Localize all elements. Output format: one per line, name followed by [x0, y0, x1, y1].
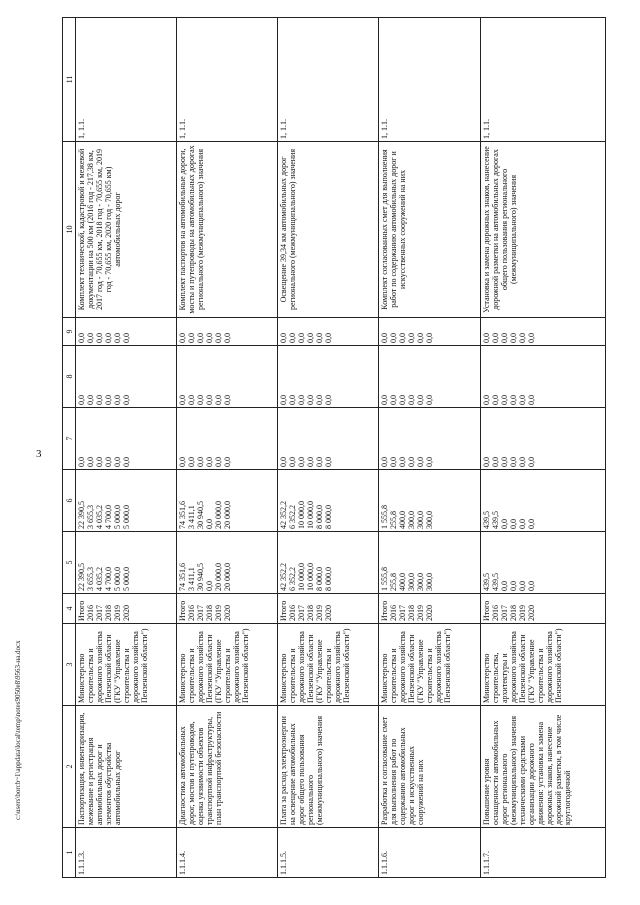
row-local-budget-value: 0,0	[104, 395, 113, 405]
row-total-funding-value: 0,0	[517, 581, 527, 591]
row-total-funding-value: 4 700,0	[104, 567, 113, 591]
header-cell: 9	[63, 318, 76, 346]
row-total-funding-value: 3 411,1	[187, 567, 197, 591]
row-local-budget-value: 0,0	[315, 395, 325, 405]
row-local-budget-value: 0,0	[517, 395, 527, 405]
row-years-value: 2018	[508, 605, 518, 621]
row-total-funding-value: 0,0	[499, 581, 509, 591]
row-years-value: Итого	[380, 600, 390, 621]
row-expected-result: Комплект технической, кадастровой и межевой документации на 500 км (2016 год - 217,38 км, 2017 год - 70,655 км, 2018 год - 70,655 км, 2019 год - 70,655 км, 2020 год - 70,655 км) автомобильных дорог	[76, 142, 177, 318]
row-local-budget	[480, 346, 605, 408]
row-local-budget	[76, 346, 177, 408]
header-cell: 10	[63, 142, 76, 318]
row-total-funding-value: 30 940,5	[196, 563, 206, 591]
header-cell: 3	[63, 624, 76, 706]
row-other-sources-value: 0,0	[481, 333, 491, 343]
row-federal-budget	[480, 408, 605, 470]
row-local-budget-value: 0,0	[77, 395, 86, 405]
row-other-sources-value: 0,0	[398, 333, 408, 343]
row-local-budget-value: 0,0	[481, 395, 491, 405]
row-regional-budget-value: 4 700,0	[104, 505, 113, 529]
row-local-budget-value: 0,0	[288, 395, 298, 405]
row-local-budget-value: 0,0	[490, 395, 500, 405]
row-regional-budget-value: 10 000,0	[306, 501, 316, 529]
header-cell: 1	[63, 828, 76, 878]
row-years-value: 2020	[122, 605, 131, 621]
row-other-sources-value: 0,0	[526, 333, 536, 343]
row-federal-budget	[278, 408, 379, 470]
page-number: 3	[36, 448, 42, 460]
row-federal-budget-value: 0,0	[517, 457, 527, 467]
row-local-budget-value: 0,0	[122, 395, 131, 405]
header-cell: 5	[63, 532, 76, 594]
row-federal-budget-value: 0,0	[113, 457, 122, 467]
row-regional-budget-value: 3 655,3	[86, 505, 95, 529]
row-years-value: 2018	[306, 605, 316, 621]
row-measure-name: Разработка и согласование смет для выполнения работ по содержанию автомобильных дорог и искусственных сооружений на них	[379, 706, 480, 828]
row-federal-budget-value: 0,0	[315, 457, 325, 467]
row-years-value: 2019	[113, 605, 122, 621]
row-years-value: 2016	[490, 605, 500, 621]
row-regional-budget-value: 0,0	[508, 519, 518, 529]
row-local-budget-value: 0,0	[86, 395, 95, 405]
row-local-budget-value: 0,0	[499, 395, 509, 405]
row-federal-budget-value: 0,0	[389, 457, 399, 467]
row-indicator-link: 1, 1.1.	[76, 18, 177, 142]
row-years-value: 2016	[86, 605, 95, 621]
row-years-value: 2017	[196, 605, 206, 621]
row-federal-budget-value: 0,0	[205, 457, 215, 467]
row-years-value: Итого	[481, 600, 491, 621]
header-cell: 4	[63, 594, 76, 624]
row-regional-budget-value: 255,8	[389, 511, 399, 529]
row-other-sources-value: 0,0	[122, 333, 131, 343]
row-federal-budget-value: 0,0	[490, 457, 500, 467]
row-local-budget-value: 0,0	[187, 395, 197, 405]
row-years-value: 2018	[205, 605, 215, 621]
row-regional-budget-value: 42 352,2	[279, 501, 289, 529]
row-local-budget-value: 0,0	[214, 395, 224, 405]
row-total-funding-value: 3 655,3	[86, 567, 95, 591]
table-row	[76, 18, 177, 878]
row-regional-budget-value: 0,0	[526, 519, 536, 529]
row-code: 1.1.1.7.	[480, 828, 605, 878]
row-federal-budget-value: 0,0	[380, 457, 390, 467]
row-federal-budget-value: 0,0	[104, 457, 113, 467]
row-years-value: 2017	[297, 605, 307, 621]
table-row	[177, 18, 278, 878]
row-executor: Министерство строительства и дорожного хозяйства Пензенской области (ГКУ "Управление строительства и дорожного хозяйства Пензенской области")	[379, 624, 480, 706]
row-other-sources-value: 0,0	[113, 333, 122, 343]
row-years-value: 2016	[288, 605, 298, 621]
row-measure-name: Повышение уровня оснащенности автомобильных дорог регионального (межмуниципального) значения техническими средствами организации дорожного движения: установка и замена дорожных знаков, нанесение дорожной разметки, в том числе круглогодичной	[480, 706, 605, 828]
row-years	[177, 594, 278, 624]
program-table	[62, 17, 606, 878]
row-years-value: Итого	[178, 600, 188, 621]
row-local-budget-value: 0,0	[279, 395, 289, 405]
row-years-value: 2017	[499, 605, 509, 621]
row-local-budget-value: 0,0	[205, 395, 215, 405]
row-total-funding-value: 20 000,0	[223, 563, 233, 591]
row-indicator-link: 1, 1.1.	[379, 18, 480, 142]
rotated-table-container	[62, 18, 606, 878]
row-other-sources-value: 0,0	[178, 333, 188, 343]
row-federal-budget-value: 0,0	[398, 457, 408, 467]
row-federal-budget-value: 0,0	[425, 457, 435, 467]
row-other-sources-value: 0,0	[517, 333, 527, 343]
row-other-sources-value: 0,0	[214, 333, 224, 343]
row-total-funding-value: 439,5	[481, 573, 491, 591]
row-regional-budget	[177, 470, 278, 532]
row-federal-budget-value: 0,0	[407, 457, 417, 467]
row-code: 1.1.1.5.	[278, 828, 379, 878]
row-other-sources-value: 0,0	[279, 333, 289, 343]
row-executor: Министерство строительства и дорожного хозяйства Пензенской области (ГКУ "Управление строительства и дорожного хозяйства Пензенской области")	[76, 624, 177, 706]
row-regional-budget-value: 10 000,0	[297, 501, 307, 529]
row-total-funding-value: 10 000,0	[306, 563, 316, 591]
row-regional-budget-value: 0,0	[499, 519, 509, 529]
row-regional-budget-value: 74 351,6	[178, 501, 188, 529]
row-other-sources-value: 0,0	[187, 333, 197, 343]
row-years-value: 2016	[187, 605, 197, 621]
row-code: 1.1.1.3.	[76, 828, 177, 878]
row-regional-budget	[480, 470, 605, 532]
row-regional-budget-value: 1 555,8	[380, 505, 390, 529]
header-cell: 6	[63, 470, 76, 532]
row-indicator-link: 1, 1.1.	[278, 18, 379, 142]
row-years-value: 2020	[223, 605, 233, 621]
row-local-budget-value: 0,0	[196, 395, 206, 405]
table-body	[76, 18, 606, 878]
row-other-sources	[177, 318, 278, 346]
row-regional-budget-value: 20 000,0	[223, 501, 233, 529]
row-other-sources-value: 0,0	[297, 333, 307, 343]
row-total-funding-value: 5 000,0	[113, 567, 122, 591]
row-local-budget-value: 0,0	[380, 395, 390, 405]
row-regional-budget-value: 6 352,2	[288, 505, 298, 529]
row-code: 1.1.1.6.	[379, 828, 480, 878]
row-federal-budget-value: 0,0	[95, 457, 104, 467]
row-regional-budget-value: 4 035,2	[95, 505, 104, 529]
row-expected-result: Установка и замена дорожных знаков, нанесение дорожной разметки на автомобильных дорогах общего пользования регионального (межмуниципального) значения	[480, 142, 605, 318]
row-local-budget	[278, 346, 379, 408]
row-total-funding-value: 300,0	[425, 573, 435, 591]
row-federal-budget-value: 0,0	[279, 457, 289, 467]
row-total-funding-value: 6 352,2	[288, 567, 298, 591]
row-other-sources-value: 0,0	[416, 333, 426, 343]
row-local-budget	[177, 346, 278, 408]
row-regional-budget-value: 400,0	[398, 511, 408, 529]
header-cell: 7	[63, 408, 76, 470]
row-federal-budget-value: 0,0	[526, 457, 536, 467]
row-years-value: 2020	[425, 605, 435, 621]
row-total-funding	[76, 532, 177, 594]
row-total-funding-value: 5 000,0	[122, 567, 131, 591]
header-row	[63, 18, 76, 878]
row-federal-budget-value: 0,0	[324, 457, 334, 467]
row-total-funding-value: 20 000,0	[214, 563, 224, 591]
row-other-sources-value: 0,0	[95, 333, 104, 343]
row-indicator-link: 1, 1.1.	[177, 18, 278, 142]
row-years-value: 2019	[315, 605, 325, 621]
row-local-budget-value: 0,0	[416, 395, 426, 405]
row-total-funding-value: 4 035,2	[95, 567, 104, 591]
row-other-sources-value: 0,0	[380, 333, 390, 343]
footer-file-path: c:\users\borcb~1\appdata\local\temp\notes9050e8\9563-на.docx	[14, 640, 22, 820]
row-expected-result: Комплект паспортов на автомобильные дороги, мосты и путепроводы на автомобильных дорогах регионального (межмуниципального) значения	[177, 142, 278, 318]
row-years-value: Итого	[279, 600, 289, 621]
row-regional-budget-value: 5 000,0	[113, 505, 122, 529]
row-regional-budget-value: 300,0	[416, 511, 426, 529]
row-federal-budget	[177, 408, 278, 470]
row-executor: Министерство строительства и дорожного хозяйства Пензенской области (ГКУ "Управление строительства и дорожного хозяйства Пензенской области")	[177, 624, 278, 706]
row-federal-budget-value: 0,0	[306, 457, 316, 467]
row-regional-budget	[278, 470, 379, 532]
row-federal-budget-value: 0,0	[77, 457, 86, 467]
row-regional-budget-value: 300,0	[407, 511, 417, 529]
row-measure-name: Паспортизация, инвентаризация, межевание и регистрация автомобильных дорог и элементов обустройства автомобильных дорог	[76, 706, 177, 828]
row-total-funding-value: 22 390,5	[77, 563, 86, 591]
row-total-funding-value: 0,0	[526, 581, 536, 591]
row-local-budget-value: 0,0	[425, 395, 435, 405]
row-total-funding	[177, 532, 278, 594]
row-other-sources-value: 0,0	[407, 333, 417, 343]
row-federal-budget-value: 0,0	[416, 457, 426, 467]
row-local-budget-value: 0,0	[407, 395, 417, 405]
row-local-budget	[379, 346, 480, 408]
row-total-funding-value: 300,0	[416, 573, 426, 591]
row-years	[76, 594, 177, 624]
row-other-sources	[278, 318, 379, 346]
row-regional-budget	[76, 470, 177, 532]
row-regional-budget-value: 8 000,0	[324, 505, 334, 529]
row-regional-budget-value: 300,0	[425, 511, 435, 529]
row-total-funding	[278, 532, 379, 594]
row-regional-budget-value: 439,5	[490, 511, 500, 529]
row-other-sources-value: 0,0	[389, 333, 399, 343]
row-other-sources	[480, 318, 605, 346]
row-other-sources	[76, 318, 177, 346]
row-total-funding-value: 255,8	[389, 573, 399, 591]
row-regional-budget-value: 0,0	[517, 519, 527, 529]
row-total-funding-value: 0,0	[205, 581, 215, 591]
row-years-value: 2016	[389, 605, 399, 621]
row-federal-budget-value: 0,0	[297, 457, 307, 467]
row-years-value: 2019	[517, 605, 527, 621]
row-executor: Министерство строительства и дорожного хозяйства Пензенской области (ГКУ "Управление строительства и дорожного хозяйства Пензенской области")	[278, 624, 379, 706]
row-local-budget-value: 0,0	[223, 395, 233, 405]
row-measure-name: Диагностика автомобильных дорог, мостов и путепроводов, оценка уязвимости объектов транспортной инфраструктуры, план транспортной безопасности	[177, 706, 278, 828]
row-other-sources-value: 0,0	[86, 333, 95, 343]
row-years-value: 2019	[214, 605, 224, 621]
header-cell: 8	[63, 346, 76, 408]
row-years-value: Итого	[77, 600, 86, 621]
row-total-funding-value: 300,0	[407, 573, 417, 591]
row-total-funding-value: 10 000,0	[297, 563, 307, 591]
row-years-value: 2020	[526, 605, 536, 621]
row-federal-budget-value: 0,0	[196, 457, 206, 467]
row-years-value: 2018	[104, 605, 113, 621]
row-federal-budget-value: 0,0	[223, 457, 233, 467]
row-other-sources-value: 0,0	[490, 333, 500, 343]
row-regional-budget-value: 8 000,0	[315, 505, 325, 529]
table-row	[379, 18, 480, 878]
row-local-budget-value: 0,0	[178, 395, 188, 405]
row-total-funding-value: 1 555,8	[380, 567, 390, 591]
row-other-sources	[379, 318, 480, 346]
row-years-value: 2020	[324, 605, 334, 621]
row-years-value: 2018	[407, 605, 417, 621]
row-federal-budget-value: 0,0	[86, 457, 95, 467]
row-local-budget-value: 0,0	[306, 395, 316, 405]
header-cell: 2	[63, 706, 76, 828]
row-federal-budget-value: 0,0	[187, 457, 197, 467]
row-total-funding-value: 8 000,0	[315, 567, 325, 591]
row-federal-budget-value: 0,0	[122, 457, 131, 467]
row-total-funding	[379, 532, 480, 594]
row-regional-budget-value: 0,0	[205, 519, 215, 529]
row-years-value: 2017	[95, 605, 104, 621]
row-federal-budget-value: 0,0	[508, 457, 518, 467]
row-total-funding-value: 400,0	[398, 573, 408, 591]
row-other-sources-value: 0,0	[508, 333, 518, 343]
row-local-budget-value: 0,0	[526, 395, 536, 405]
row-total-funding-value: 8 000,0	[324, 567, 334, 591]
row-other-sources-value: 0,0	[288, 333, 298, 343]
row-years-value: 2017	[398, 605, 408, 621]
row-years-value: 2019	[416, 605, 426, 621]
row-expected-result: Комплект согласованных смет для выполнения работ по содержанию автомобильных дорог и искусственных сооружений на них	[379, 142, 480, 318]
row-local-budget-value: 0,0	[113, 395, 122, 405]
row-total-funding-value: 42 352,2	[279, 563, 289, 591]
row-total-funding	[480, 532, 605, 594]
row-other-sources-value: 0,0	[315, 333, 325, 343]
row-other-sources-value: 0,0	[196, 333, 206, 343]
row-federal-budget-value: 0,0	[178, 457, 188, 467]
row-regional-budget	[379, 470, 480, 532]
row-local-budget-value: 0,0	[398, 395, 408, 405]
row-regional-budget-value: 20 000,0	[214, 501, 224, 529]
row-federal-budget-value: 0,0	[499, 457, 509, 467]
row-executor: Министерство строительства, архитектуры и дорожного хозяйства Пензенской области (ГКУ "Управление строительства и дорожного хозяйства Пензенской области")	[480, 624, 605, 706]
row-local-budget-value: 0,0	[508, 395, 518, 405]
row-total-funding-value: 0,0	[508, 581, 518, 591]
row-other-sources-value: 0,0	[425, 333, 435, 343]
row-code: 1.1.1.4.	[177, 828, 278, 878]
row-federal-budget-value: 0,0	[288, 457, 298, 467]
row-regional-budget-value: 5 000,0	[122, 505, 131, 529]
table-row	[480, 18, 605, 878]
row-regional-budget-value: 439,5	[481, 511, 491, 529]
row-federal-budget	[379, 408, 480, 470]
row-other-sources-value: 0,0	[205, 333, 215, 343]
row-indicator-link: 1, 1.1.	[480, 18, 605, 142]
row-local-budget-value: 0,0	[324, 395, 334, 405]
header-cell: 11	[63, 18, 76, 142]
row-total-funding-value: 74 351,6	[178, 563, 188, 591]
row-regional-budget-value: 3 411,1	[187, 505, 197, 529]
row-other-sources-value: 0,0	[77, 333, 86, 343]
row-federal-budget-value: 0,0	[481, 457, 491, 467]
row-other-sources-value: 0,0	[499, 333, 509, 343]
row-other-sources-value: 0,0	[324, 333, 334, 343]
row-other-sources-value: 0,0	[306, 333, 316, 343]
row-years	[480, 594, 605, 624]
row-local-budget-value: 0,0	[297, 395, 307, 405]
row-local-budget-value: 0,0	[95, 395, 104, 405]
row-expected-result: Освещение 39,34 км автомобильных дорог регионального (межмуниципального) значения	[278, 142, 379, 318]
row-regional-budget-value: 22 390,5	[77, 501, 86, 529]
row-regional-budget-value: 30 940,5	[196, 501, 206, 529]
row-federal-budget-value: 0,0	[214, 457, 224, 467]
table-row	[278, 18, 379, 878]
row-years	[379, 594, 480, 624]
row-local-budget-value: 0,0	[389, 395, 399, 405]
row-years	[278, 594, 379, 624]
row-measure-name: Плата за расход электроэнергии на освещение автомобильных дорог общего пользования регионального (межмуниципального) значения	[278, 706, 379, 828]
row-federal-budget	[76, 408, 177, 470]
row-other-sources-value: 0,0	[104, 333, 113, 343]
row-other-sources-value: 0,0	[223, 333, 233, 343]
row-total-funding-value: 439,5	[490, 573, 500, 591]
